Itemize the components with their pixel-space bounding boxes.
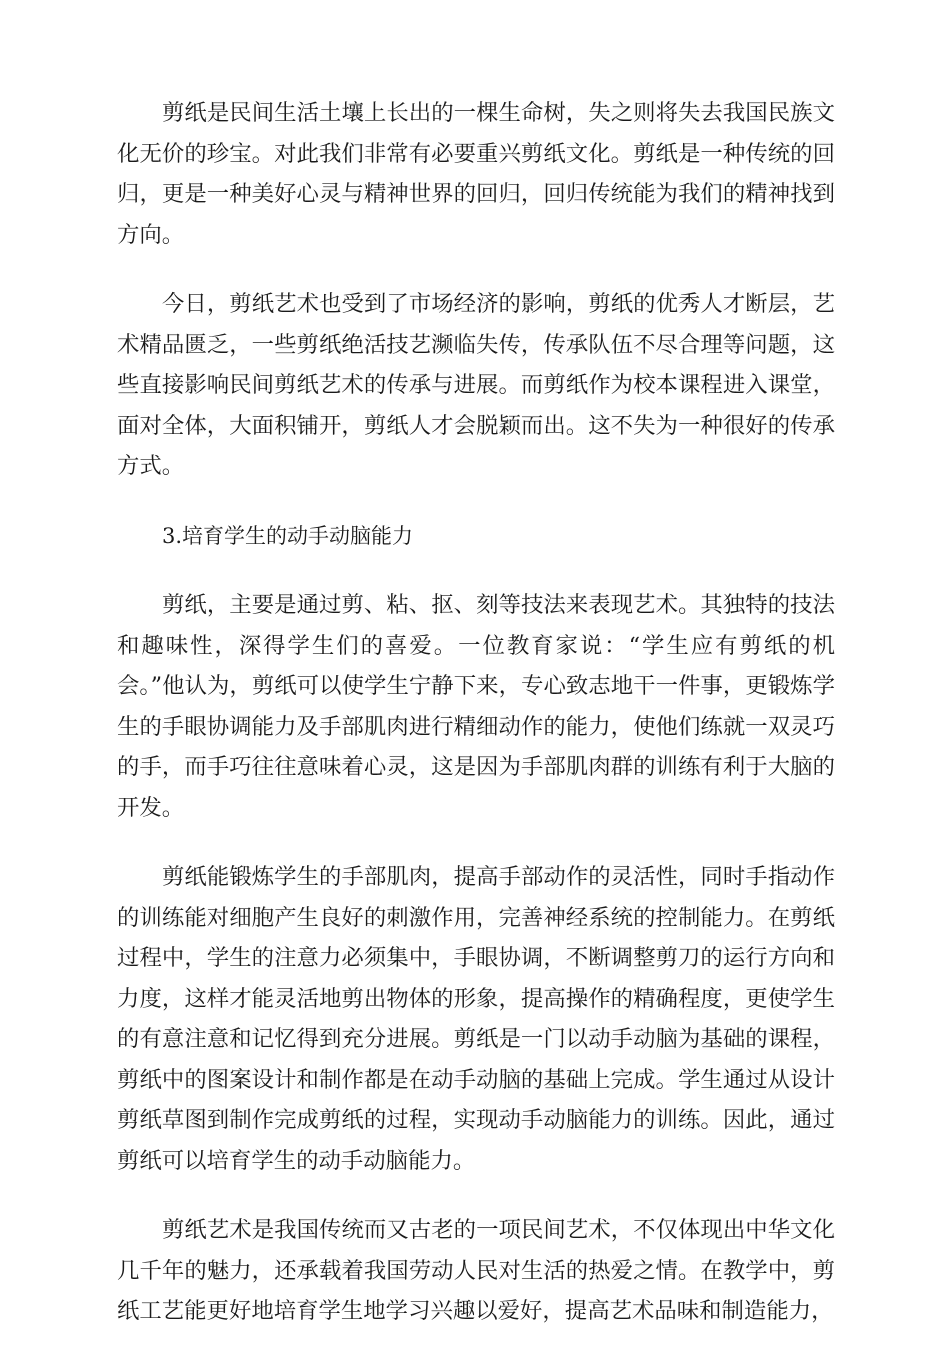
document-page (117, 93, 835, 1361)
paragraph-paper-cutting-heritage: 剪纸是民间生活土壤上长出的一棵生命树，失之则将失去我国民族文化无价的珍宝。对此我们非常有必要重兴剪纸文化。剪纸是一种传统的回归，更是一种美好心灵与精神世界的回归，回归传统能为我们的精神找到方向。 (117, 100, 835, 248)
paragraph-techniques: 剪纸，主要是通过剪、粘、抠、刻等技法来表现艺术。其独特的技法和趣味性，深得学生们的喜爱。一位教育家说：“学生应有剪纸的机会。”他认为，剪纸可以使学生宁静下来，专心致志地干一件事，更锻炼学生的手眼协调能力及手部肌肉进行精细动作的能力，使他们练就一双灵巧的手，而手巧往往意味着心灵，这是因为手部肌肉群的训练有利于大脑的开发。 (117, 592, 835, 821)
paragraph-hand-muscles: 剪纸能锻炼学生的手部肌肉，提高手部动作的灵活性，同时手指动作的训练能对细胞产生良好的刺激作用，完善神经系统的控制能力。在剪纸过程中，学生的注意力必须集中，手眼协调，不断调整剪刀的运行方向和力度，这样才能灵活地剪出物体的形象，提高操作的精确程度，更使学生的有意注意和记忆得到充分进展。剪纸是一门以动手动脑为基础的课程，剪纸中的图案设计和制作都是在动手动脑的基础上完成。学生通过从设计剪纸草图到制作完成剪纸的过程，实现动手动脑能力的训练。因此，通过剪纸可以培育学生的动手动脑能力。 (117, 864, 835, 1174)
paragraph-paper-cutting-market: 今日，剪纸艺术也受到了市场经济的影响，剪纸的优秀人才断层，艺术精品匮乏，一些剪纸绝活技艺濒临失传，传承队伍不尽合理等问题，这些直接影响民间剪纸艺术的传承与进展。而剪纸作为校本课程进入课堂，面对全体，大面积铺开，剪纸人才会脱颖而出。这不失为一种很好的传承方式。 (117, 291, 835, 479)
section-heading: 3.培育学生的动手动脑能力 (162, 523, 414, 548)
paragraph-folk-art: 剪纸艺术是我国传统而又古老的一项民间艺术，不仅体现出中华文化几千年的魅力，还承载着我国劳动人民对生活的热爱之情。在教学中，剪纸工艺能更好地培育学生地学习兴趣以爱好，提高艺术品味和制造能力， (117, 1217, 835, 1324)
